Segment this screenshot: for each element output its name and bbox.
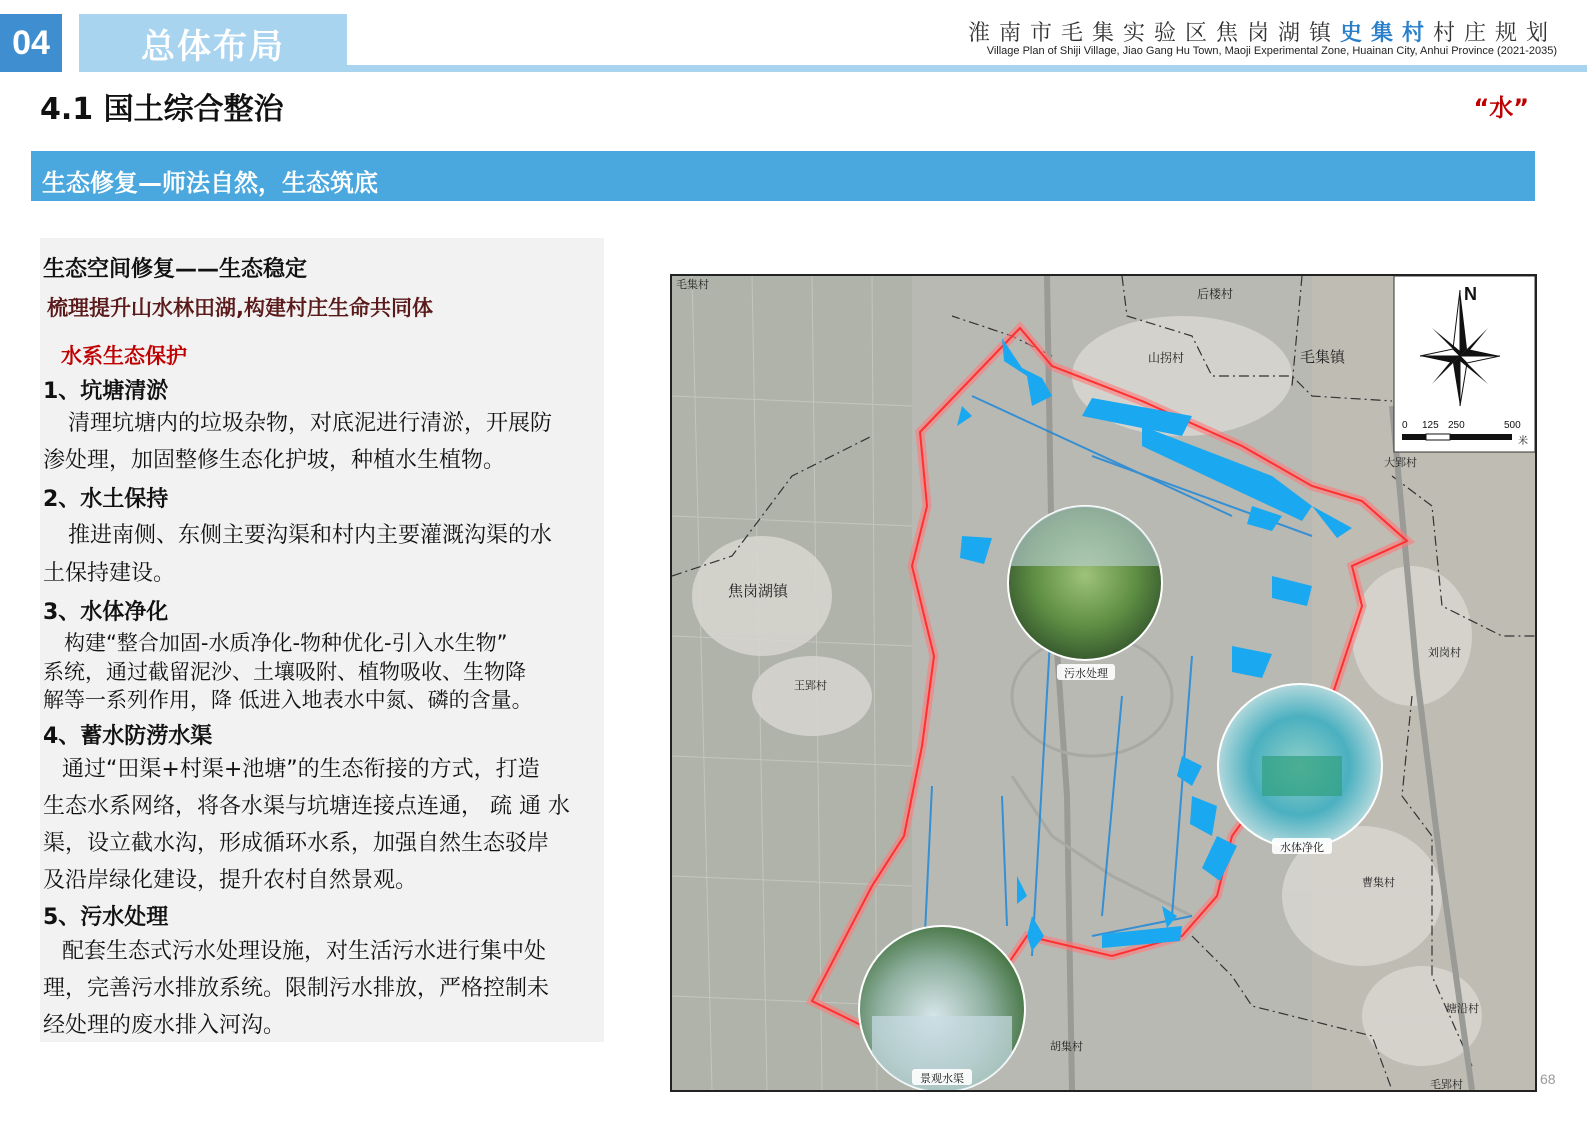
plan-title-suffix: 村庄规划 xyxy=(1432,21,1557,46)
item-line: 渠，设立截水沟，形成循环水系，加强自然生态驳岸 xyxy=(43,831,550,856)
place-label: 山拐村 xyxy=(1148,351,1185,365)
item-line: 系统，通过截留泥沙、土壤吸附、植物吸收、生物降 xyxy=(43,660,526,684)
plan-title-prefix: 淮南市毛集实验区焦岗湖镇 xyxy=(967,21,1340,46)
item-title: 4、蓄水防涝水渠 xyxy=(43,724,213,749)
item-line: 及沿岸绿化建设，提升农村自然景观。 xyxy=(43,868,418,893)
item-line: 配套生态式污水处理设施，对生活污水进行集中处 xyxy=(62,939,547,964)
scale-tick: 125 xyxy=(1422,420,1439,431)
item-line: 渗处理，加固整修生态化护坡，种植水生植物。 xyxy=(43,448,506,473)
category-heading: 水系生态保护 xyxy=(61,344,187,368)
place-label: 后楼村 xyxy=(1197,287,1234,301)
place-label: 焦岗湖镇 xyxy=(728,582,789,600)
scale-unit: 米 xyxy=(1518,436,1528,447)
place-label: 大郢村 xyxy=(1384,456,1417,469)
header-rule xyxy=(347,65,1587,72)
place-label: 刘岗村 xyxy=(1428,646,1461,659)
item-title: 1、坑塘清淤 xyxy=(43,379,169,404)
item-title: 3、水体净化 xyxy=(43,600,169,625)
place-label: 王郢村 xyxy=(794,679,827,692)
item-line: 生态水系网络，将各水渠与坑塘连接点连通， 疏 通 水 xyxy=(43,794,570,819)
item-line: 理，完善污水排放系统。限制污水排放，严格控制未 xyxy=(43,976,550,1001)
map-legend xyxy=(1394,276,1535,452)
panel-subheading: 梳理提升山水林田湖,构建村庄生命共同体 xyxy=(47,296,433,320)
item-title: 2、水土保持 xyxy=(43,487,169,512)
scale-tick: 500 xyxy=(1504,420,1521,431)
item-line: 土保持建设。 xyxy=(43,561,176,586)
banner-text: 生态修复—师法自然，生态筑底 xyxy=(42,169,378,197)
page-number: 68 xyxy=(1540,1071,1556,1087)
section-title: 总体布局 xyxy=(79,14,347,72)
photo-label: 景观水渠 xyxy=(920,1072,964,1085)
section-number: 04 xyxy=(0,14,62,72)
text-panel xyxy=(40,238,604,1042)
plan-title-english: Village Plan of Shiji Village, Jiao Gang Hu Town, Maoji Experimental Zone, Huainan City, Anhui Province (2021-2035) xyxy=(986,45,1557,57)
panel-heading: 生态空间修复——生态稳定 xyxy=(43,257,308,282)
item-line: 通过“田渠+村渠+池塘”的生态衔接的方式，打造 xyxy=(62,757,540,782)
scale-bar xyxy=(1402,434,1512,440)
place-label: 毛集村 xyxy=(676,278,709,291)
item-line: 经处理的废水排入河沟。 xyxy=(43,1013,286,1038)
photo-label: 污水处理 xyxy=(1064,667,1108,680)
place-label: 胡集村 xyxy=(1050,1040,1083,1053)
item-line: 构建“整合加固-水质净化-物种优化-引入水生物” xyxy=(64,631,508,655)
place-label: 曹集村 xyxy=(1362,876,1395,889)
photo-landscape-canal xyxy=(859,926,1025,1090)
item-title: 5、污水处理 xyxy=(43,905,169,930)
sub-heading: 4.1 国土综合整治 xyxy=(40,92,284,127)
place-label: 塘沿村 xyxy=(1446,1002,1479,1015)
village-map xyxy=(670,274,1537,1092)
place-label: 毛集镇 xyxy=(1300,348,1346,366)
scale-tick: 0 xyxy=(1402,420,1408,431)
item-line: 清理坑塘内的垃圾杂物，对底泥进行清淤，开展防 xyxy=(68,411,553,436)
scale-tick: 250 xyxy=(1448,420,1465,431)
photo-label: 水体净化 xyxy=(1280,841,1324,854)
topic-tag: “水” xyxy=(1473,94,1529,122)
plan-title-highlight: 史集村 xyxy=(1339,20,1433,46)
compass-letter: N xyxy=(1464,284,1477,304)
item-line: 推进南侧、东侧主要沟渠和村内主要灌溉沟渠的水 xyxy=(68,523,553,548)
plan-title xyxy=(968,16,1557,47)
item-line: 解等一系列作用，降 低进入地表水中氮、磷的含量。 xyxy=(43,688,533,712)
place-label: 毛郢村 xyxy=(1430,1078,1463,1090)
